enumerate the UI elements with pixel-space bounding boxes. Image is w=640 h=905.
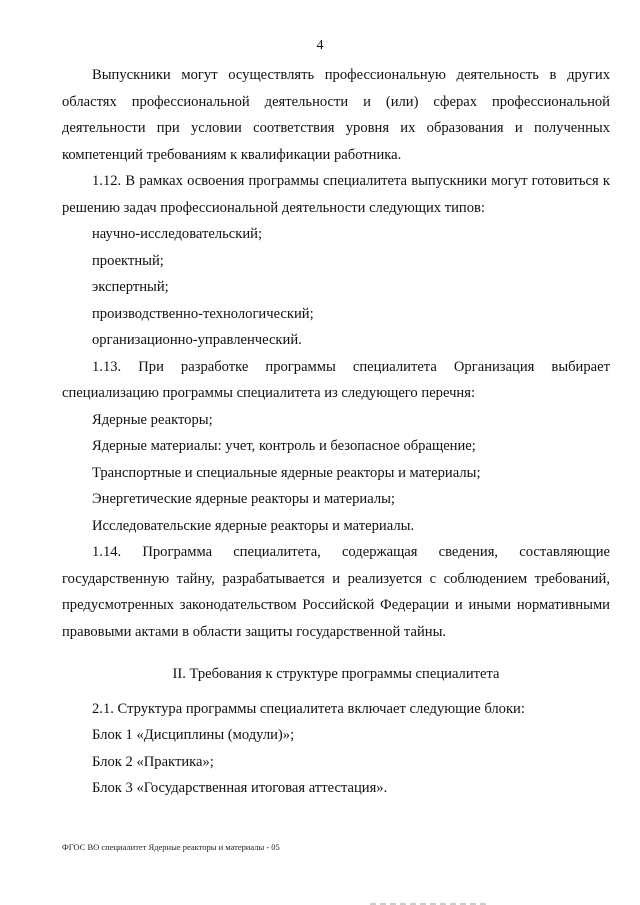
- list-item: Исследовательские ядерные реакторы и материалы.: [92, 517, 415, 534]
- paragraph-graduates: Выпускники могут осуществлять профессиональную деятельность в других областях профессиональной деятельности и (или) сферах профессиональной деятельности при условии соответствия уровня их образования и полученных компетенций требованиям к квалификации работника.: [62, 67, 610, 163]
- paragraph-1-12: 1.12. В рамках освоения программы специалитета выпускники могут готовиться к решению задач профессиональной деятельности следующих типов:: [62, 173, 610, 216]
- paragraph-1-14: 1.14. Программа специалитета, содержащая сведения, составляющие государственную тайну, разрабатывается и реализуется с соблюдением требований, предусмотренных законодательством Российской Федерации и иными нормативными правовыми актами в области защиты государственной тайны.: [62, 544, 610, 640]
- footer-text: ФГОС ВО специалитет Ядерные реакторы и материалы - 05: [62, 842, 280, 852]
- list-item: Ядерные реакторы;: [92, 411, 213, 428]
- list-item: Блок 2 «Практика»;: [92, 753, 214, 770]
- page-number: 4: [316, 38, 324, 53]
- paragraph-2-1: 2.1. Структура программы специалитета включает следующие блоки:: [92, 700, 525, 717]
- list-item: проектный;: [92, 252, 164, 269]
- list-item: Транспортные и специальные ядерные реакторы и материалы;: [92, 464, 481, 481]
- list-item: Блок 3 «Государственная итоговая аттестация».: [92, 780, 388, 796]
- list-item: Ядерные материалы: учет, контроль и безопасное обращение;: [92, 438, 476, 454]
- list-item: экспертный;: [92, 279, 169, 295]
- paragraph-1-13: 1.13. При разработке программы специалитета Организация выбирает специализацию программы специалитета из следующего перечня:: [62, 358, 610, 401]
- list-item: организационно-управленческий.: [92, 332, 302, 348]
- list-item: Блок 1 «Дисциплины (модули)»;: [92, 727, 295, 743]
- list-item: производственно-технологический;: [92, 305, 314, 322]
- section-heading: II. Требования к структуре программы специалитета: [172, 666, 500, 682]
- document-body: [62, 62, 610, 802]
- list-item: Энергетические ядерные реакторы и материалы;: [92, 491, 395, 507]
- list-item: научно-исследовательский;: [92, 226, 263, 242]
